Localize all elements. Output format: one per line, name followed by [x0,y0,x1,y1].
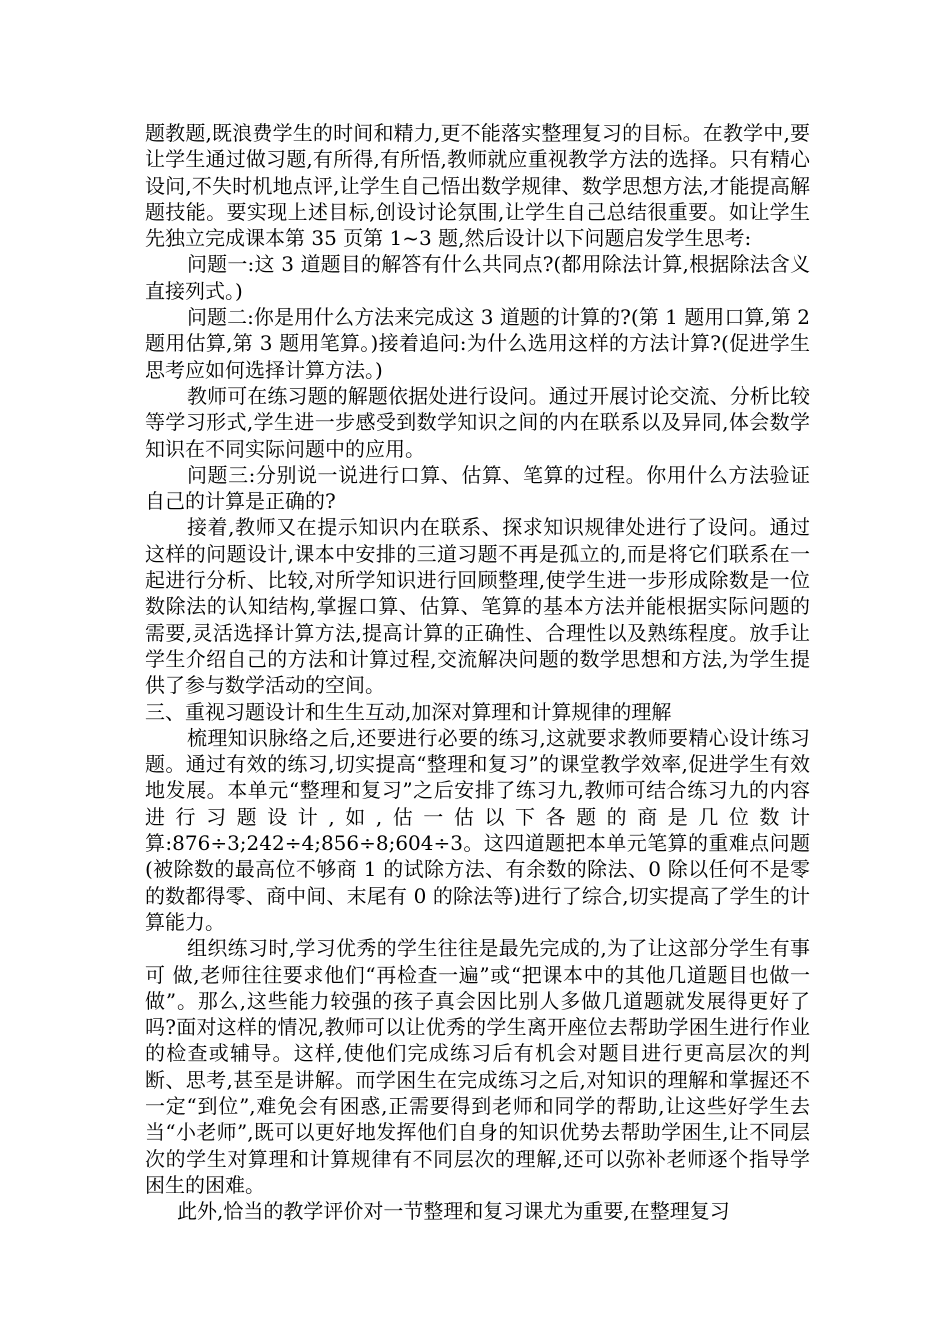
paragraph-evaluation: 此外,恰当的教学评价对一节整理和复习课尤为重要,在整理复习 [177,1199,730,1224]
paragraph-question-one: 问题一:这 3 道题目的解答有什么共同点?(都用除法计算,根据除法含义直接列式。) [145,252,810,303]
paragraph-question-three: 问题三:分别说一说进行口算、估算、笔算的过程。你用什么方法验证自己的计算是正确的? [145,462,810,514]
paragraph-teacher-questioning: 教师可在练习题的解题依据处进行设问。通过开展讨论交流、分析比较等学习形式,学生进一步感受到数学知识之间的内在联系以及异同,体会数学知识在不同实际问题中的应用。 [145,383,810,461]
paragraph-continuation: 题教题,既浪费学生的时间和精力,更不能落实整理复习的目标。在教学中,要让学生通过做习题,有所得,有所悟,教师就应重视教学方法的选择。只有精心设问,不失时机地点评,让学生自己悟出数学规律、数学思想方法,才能提高解题技能。要实现上述目标,创设讨论氛围,让学生自己总结很重要。如让学生先独立完成课本第 35 页第 1~3 题,然后设计以下问题启发学生思考: [145,121,810,251]
paragraph-question-two: 问题二:你是用什么方法来完成这 3 道题的计算的?(第 1 题用口算,第 2 题用估算,第 3 题用笔算。)接着追问:为什么选用这样的方法计算?(促进学生思考应如何选择计算方法。) [145,305,810,382]
section-heading-three: 三、重视习题设计和生生互动,加深对算理和计算规律的理解 [145,699,672,724]
paragraph-knowledge-links: 接着,教师又在提示知识内在联系、探求知识规律处进行了设问。通过这样的问题设计,课本中安排的三道习题不再是孤立的,而是将它们联系在一起进行分析、比较,对所学知识进行回顾整理,使学生进一步形成除数是一位数除法的认知结构,掌握口算、估算、笔算的基本方法并能根据实际问题的需要,灵活选择计算方法,提高计算的正确性、合理性以及熟练程度。放手让学生介绍自己的方法和计算过程,交流解决问题的数学思想和方法,为学生提供了参与数学活动的空间。 [145,515,810,698]
paragraph-exercise-design: 梳理知识脉络之后,还要进行必要的练习,这就要求教师要精心设计练习题。通过有效的练习,切实提高“整理和复习”的课堂教学效率,促进学生有效地发展。本单元“整理和复习”之后安排了练习九,教师可结合练习九的内容进行习题设计,如,估一估以下各题的商是几位数计算:876÷3;242÷4;856÷8;604÷3。这四道题把本单元笔算的重难点问题(被除数的最高位不够商 1 的试除方法、有余数的除法、0 除以任何不是零的数都得零、商中间、末尾有 0 的除法等)进行了综合,切实提高了学生的计算能力。 [145,725,810,934]
paragraph-peer-interaction: 组织练习时,学习优秀的学生往往是最先完成的,为了让这部分学生有事可 做,老师往往要求他们“再检查一遍”或“把课本中的其他几道题目也做一做”。那么,这些能力较强的孩子真会因比别人多做几道题就发展得更好了吗?面对这样的情况,教师可以让优秀的学生离开座位去帮助学困生进行作业的检查或辅导。这样,使他们完成练习后有机会对题目进行更高层次的判断、思考,甚至是讲解。而学困生在完成练习之后,对知识的理解和掌握还不一定“到位”,难免会有困惑,正需要得到老师和同学的帮助,让这些好学生去当“小老师”,既可以更好地发挥他们自身的知识优势去帮助学困生,让不同层次的学生对算理和计算规律有不同层次的理解,还可以弥补老师逐个指导学困生的困难。 [145,936,810,1197]
document-page [145,120,810,1224]
